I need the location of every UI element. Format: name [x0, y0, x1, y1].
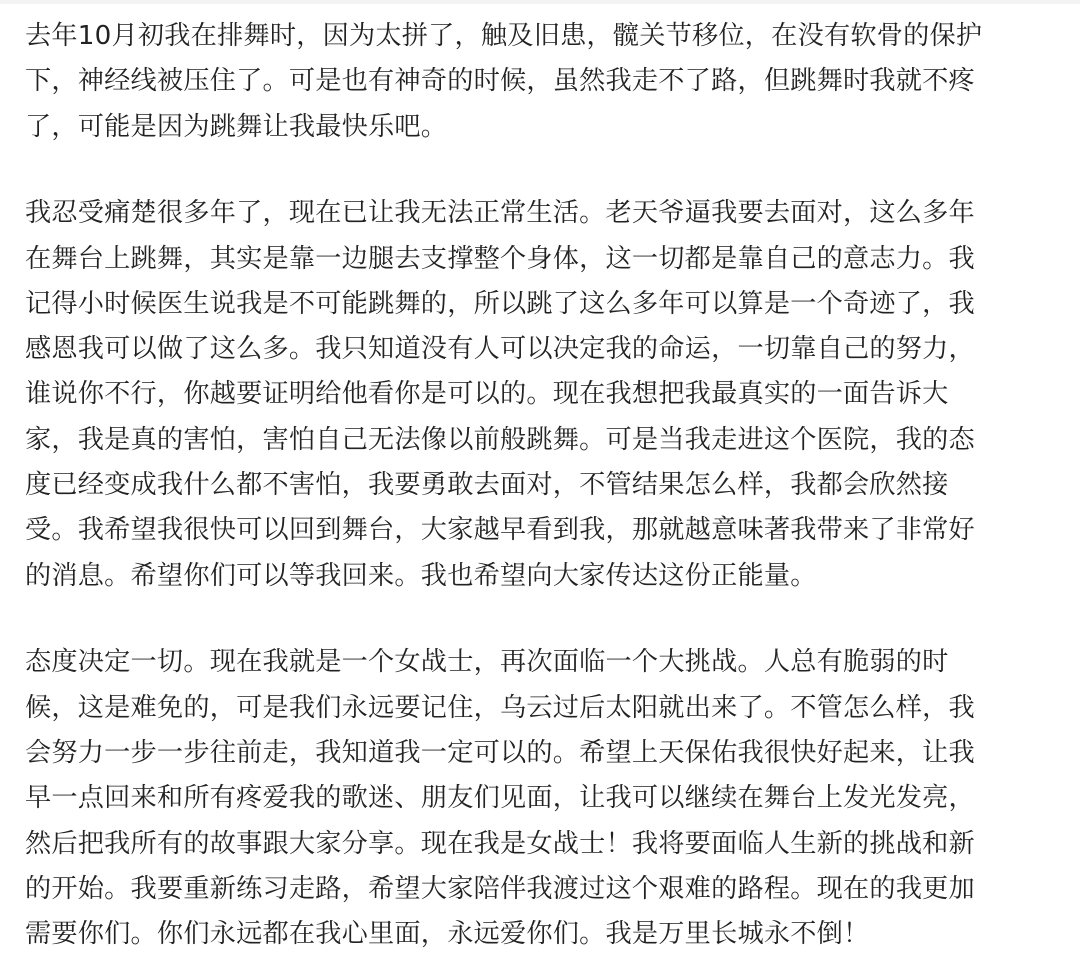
text-line: 下，神经线被压住了。可是也有神奇的时候，虽然我走不了路，但跳舞时我就不疼: [25, 66, 975, 97]
text-line: 在舞台上跳舞，其实是靠一边腿去支撑整个身体，这一切都是靠自己的意志力。我: [25, 243, 975, 274]
paragraph-2: [25, 191, 1065, 599]
text-line: 候，这是难免的，可是我们永远要记住，乌云过后太阳就出来了。不管怎么样，我: [25, 692, 975, 723]
text-line: 的消息。希望你们可以等我回来。我也希望向大家传达这份正能量。: [25, 560, 817, 591]
text-line: 了，可能是因为跳舞让我最快乐吧。: [25, 111, 448, 142]
article-body: [25, 14, 1065, 957]
text-line: 受。我希望我很快可以回到舞台，大家越早看到我，那就越意味著我带来了非常好: [25, 515, 975, 546]
paragraph-1: [25, 14, 1065, 150]
text-line: 早一点回来和所有疼爱我的歌迷、朋友们见面，让我可以继续在舞台上发光发亮，: [25, 783, 975, 814]
text-line: 度已经变成我什么都不害怕，我要勇敢去面对，不管结果怎么样，我都会欣然接: [25, 470, 949, 501]
text-line: 谁说你不行，你越要证明给他看你是可以的。现在我想把我最真实的一面告诉大: [25, 379, 949, 410]
text-line: 我忍受痛楚很多年了，现在已让我无法正常生活。老天爷逼我要去面对，这么多年: [25, 198, 975, 229]
text-line: 感恩我可以做了这么多。我只知道没有人可以决定我的命运，一切靠自己的努力，: [25, 334, 975, 365]
text-line: 的开始。我要重新练习走路，希望大家陪伴我渡过这个艰难的路程。现在的我更加: [25, 873, 975, 904]
text-line: 去年10月初我在排舞时，因为太拼了，触及旧患，髋关节移位，在没有软骨的保护: [25, 21, 983, 51]
paragraph-3: [25, 640, 1065, 957]
text-line: 态度决定一切。现在我就是一个女战士，再次面临一个大挑战。人总有脆弱的时: [25, 647, 949, 678]
text-line: 会努力一步一步往前走，我知道我一定可以的。希望上天保佑我很快好起来，让我: [25, 737, 975, 768]
paragraph-spacer: [25, 599, 1065, 640]
paragraph-spacer: [25, 150, 1065, 191]
text-line: 需要你们。你们永远都在我心里面，永远爱你们。我是万里长城永不倒！: [25, 919, 870, 950]
text-line: 然后把我所有的故事跟大家分享。现在我是女战士！我将要面临人生新的挑战和新: [25, 828, 975, 859]
top-divider: [0, 0, 1080, 4]
text-line: 记得小时候医生说我是不可能跳舞的，所以跳了这么多年可以算是一个奇迹了，我: [25, 288, 975, 319]
text-line: 家，我是真的害怕，害怕自己无法像以前般跳舞。可是当我走进这个医院，我的态: [25, 424, 975, 455]
